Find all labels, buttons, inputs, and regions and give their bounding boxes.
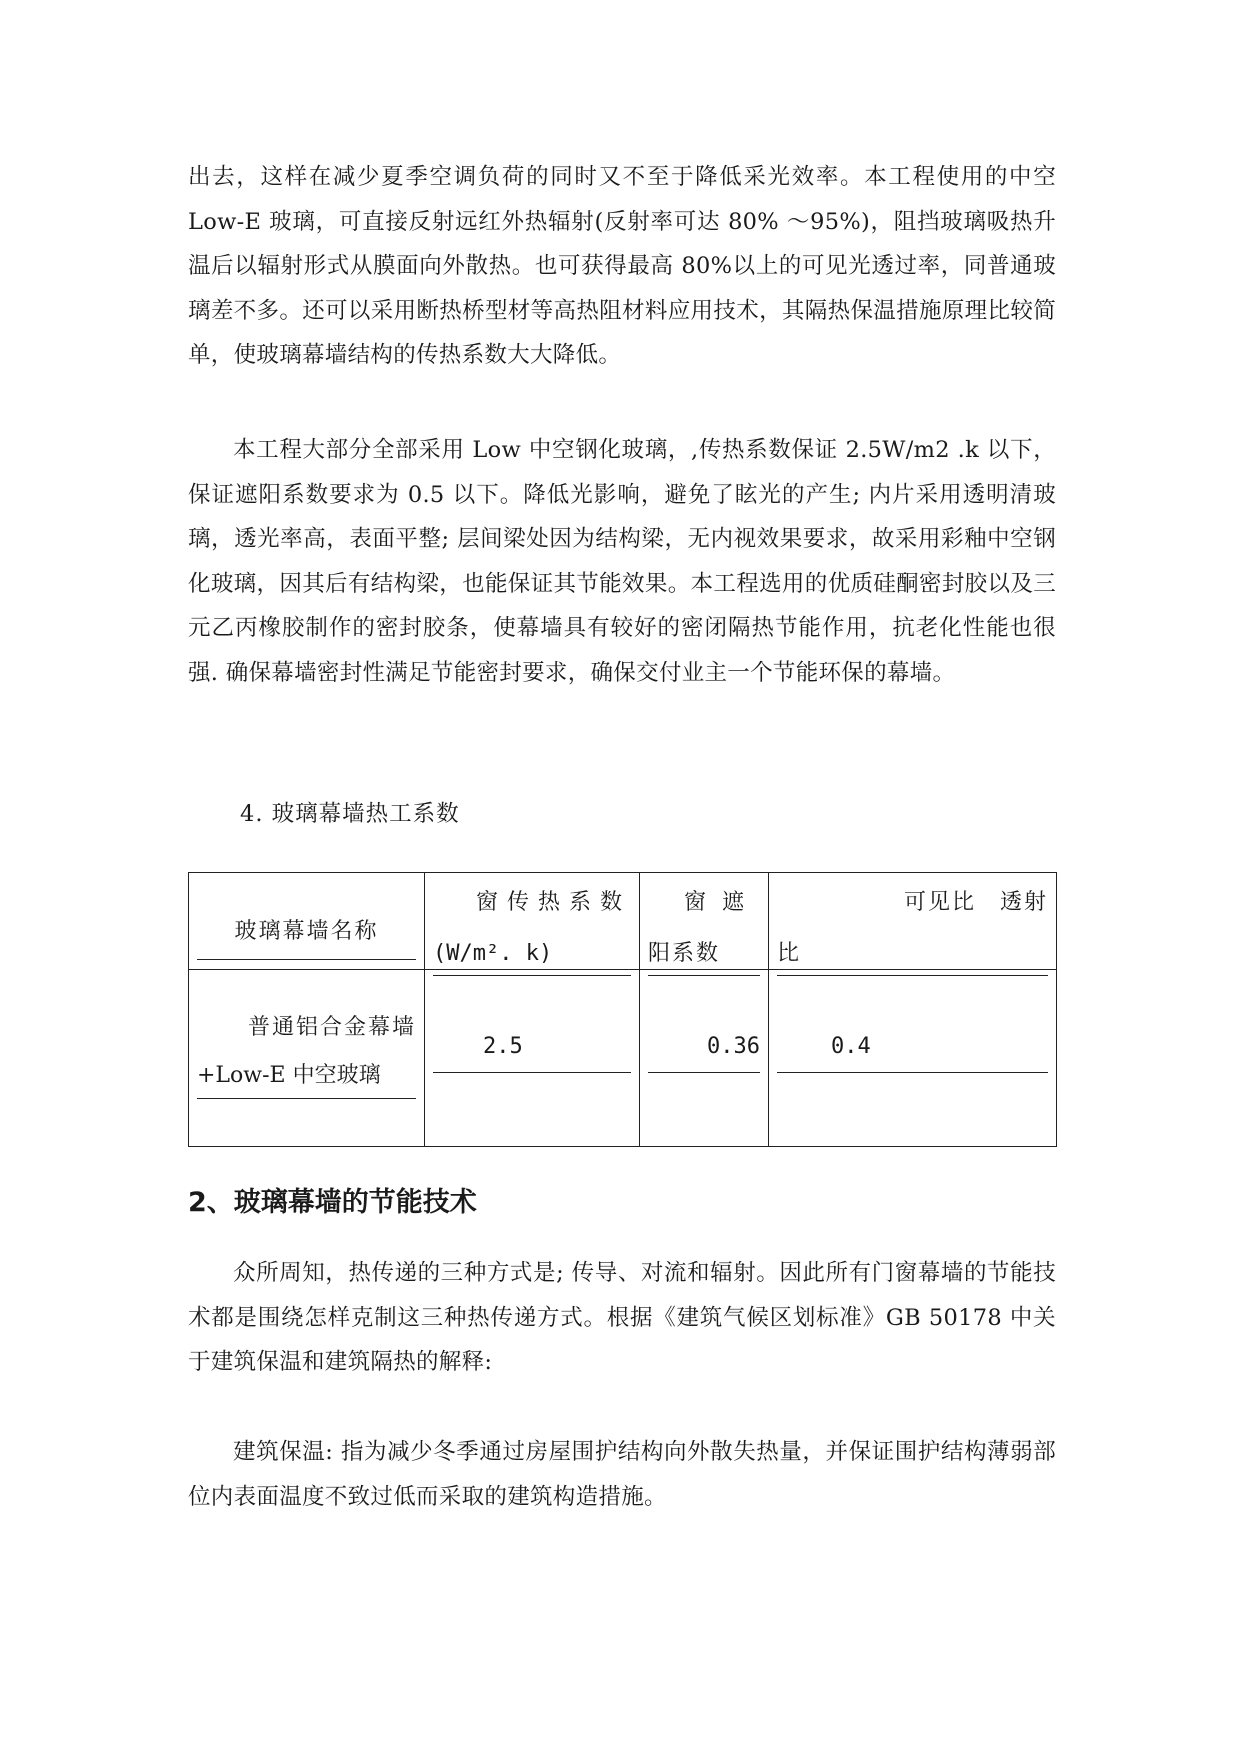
header-cell-u-value <box>425 873 640 970</box>
paragraph-building-insulation: 建筑保温: 指为减少冬季通过房屋围护结构向外散失热量，并保证围护结构薄弱部位内表面温度不致过低而采取的建筑构造措施。 <box>188 1439 1056 1510</box>
header-cell-shading <box>640 873 769 970</box>
table-row <box>189 970 1057 1147</box>
header-transmittance-line2: 比 <box>777 933 1048 976</box>
u-value: 2.5 <box>433 1022 631 1073</box>
curtain-wall-name-line2: +Low-E 中空玻璃 <box>197 1054 416 1099</box>
paragraph-low-e-glass: 出去，这样在减少夏季空调负荷的同时又不至于降低采光效率。本工程使用的中空 Low-E 玻璃，可直接反射远红外热辐射(反射率可达 80% ～95%)，阻挡玻璃吸热升温后以辐射形式从膜面向外散热。也可获得最高 80%以上的可见光透过率，同普通玻璃差不多。还可以采用断热桥型材等高热阻材料应用技术，其隔热保温措施原理比较简单，使玻璃幕墙结构的传热系数大大降低。 <box>188 164 1056 368</box>
header-u-value-line1: 窗传热系数 <box>475 890 631 915</box>
paragraph-heat-transfer: 众所周知，热传递的三种方式是; 传导、对流和辐射。因此所有门窗幕墙的节能技术都是围绕怎样克制这三种热传递方式。根据《建筑气候区划标准》GB 50178 中关于建筑保温和建筑隔热的解释: <box>188 1260 1056 1375</box>
header-u-value-line2: (W/m². k) <box>433 933 631 976</box>
header-transmittance-line1: 可见比 透射 <box>903 890 1048 915</box>
table-caption: 4. 玻璃幕墙热工系数 <box>240 801 460 827</box>
paragraph-project-glass: 本工程大部分全部采用 Low 中空钢化玻璃，,传热系数保证 2.5W/m2 .k 以下，保证遮阳系数要求为 0.5 以下。降低光影响，避免了眩光的产生; 内片采用透明清玻璃，透光率高，表面平整; 层间梁处因为结构梁，无内视效果要求，故采用彩釉中空钢化玻璃，因其后有结构梁，也能保证其节能效果。本工程选用的优质硅酮密封胶以及三元乙丙橡胶制作的密封胶条，使幕墙具有较好的密闭隔热节能作用，抗老化性能也很强. 确保幕墙密封性满足节能密封要求，确保交付业主一个节能环保的幕墙。 <box>188 437 1056 686</box>
cell-transmittance <box>769 970 1057 1147</box>
cell-u-value <box>425 970 640 1147</box>
header-cell-transmittance <box>769 873 1057 970</box>
cell-shading <box>640 970 769 1147</box>
section-heading: 2、玻璃幕墙的节能技术 <box>188 1187 477 1218</box>
table-header-row <box>189 873 1057 970</box>
curtain-wall-name-line1: 普通铝合金幕墙 <box>247 1015 416 1040</box>
header-cell-name <box>189 873 425 970</box>
header-name-label: 玻璃幕墙名称 <box>197 905 416 960</box>
thermal-coefficients-table <box>188 872 1057 1147</box>
header-shading-line2: 阳系数 <box>648 933 760 976</box>
cell-curtain-wall-name <box>189 970 425 1147</box>
shading-value: 0.36 <box>648 1022 760 1073</box>
transmittance-value: 0.4 <box>777 1022 1048 1073</box>
header-shading-line1: 窗遮 <box>683 890 760 915</box>
